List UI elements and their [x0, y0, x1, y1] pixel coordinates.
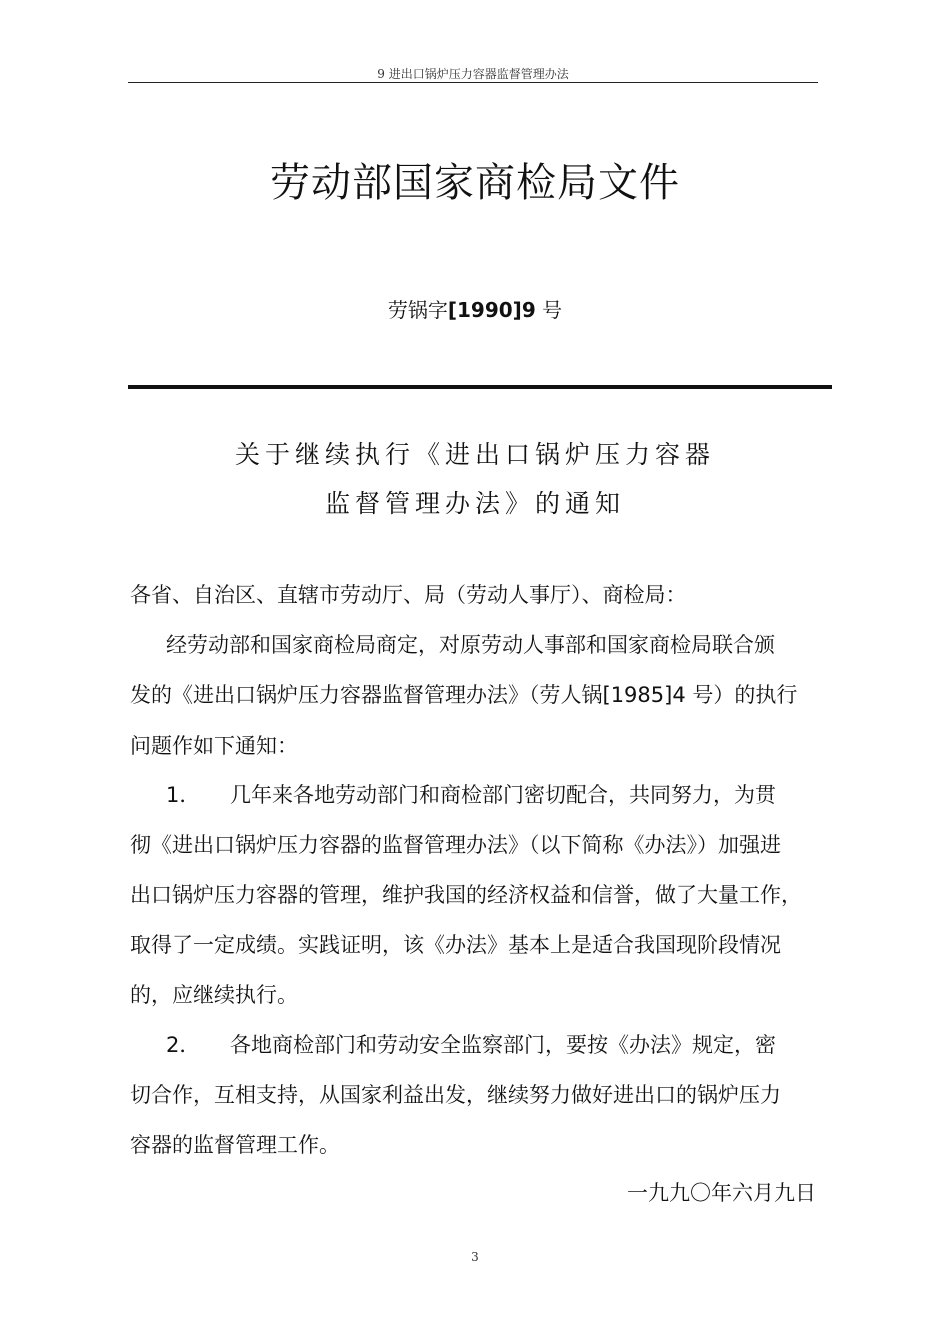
item-2-line: 容器的监督管理工作。 [130, 1133, 340, 1157]
document-number [0, 296, 950, 324]
intro-line: 发的《进出口锅炉压力容器监督管理办法》（劳人锅[1985]4 号）的执行 [130, 683, 798, 707]
thick-divider [128, 385, 832, 389]
intro-line: 问题作如下通知： [130, 734, 298, 758]
item-1-line: 的，应继续执行。 [130, 983, 298, 1007]
item-1-line: 几年来各地劳动部门和商检部门密切配合，共同努力，为贯 [230, 783, 776, 807]
running-header: 9 进出口锅炉压力容器监督管理办法 [377, 67, 569, 81]
item-2-line: 切合作，互相支持，从国家利益出发，继续努力做好进出口的锅炉压力 [130, 1083, 781, 1107]
document-number-year: [1990]9 [447, 298, 536, 322]
item-2-first-line [130, 1030, 822, 1060]
header-rule [128, 82, 818, 83]
notice-title-line-1: 关于继续执行《进出口锅炉压力容器 [234, 440, 715, 469]
item-1-line: 取得了一定成绩。实践证明，该《办法》基本上是适合我国现阶段情况 [130, 933, 781, 957]
item-1-line: 出口锅炉压力容器的管理，维护我国的经济权益和信誉，做了大量工作， [130, 883, 802, 907]
intro-line: 经劳动部和国家商检局商定，对原劳动人事部和国家商检局联合颁 [166, 633, 775, 657]
item-2-line: 各地商检部门和劳动安全监察部门，要按《办法》规定，密 [230, 1033, 776, 1057]
page-number: 3 [471, 1250, 479, 1264]
document-number-prefix: 劳锅字 [387, 298, 448, 322]
signature-date: 一九九〇年六月九日 [627, 1181, 816, 1205]
item-1-line: 彻《进出口锅炉压力容器的监督管理办法》（以下简称《办法》）加强进 [130, 833, 781, 857]
document-number-suffix: 号 [535, 298, 563, 322]
addressee: 各省、自治区、直辖市劳动厅、局（劳动人事厅）、商检局： [130, 583, 687, 607]
notice-title-line-2: 监督管理办法》的通知 [324, 489, 625, 518]
item-2-number: 2． [166, 1033, 201, 1057]
item-1-number: 1． [166, 783, 201, 807]
item-1-first-line [130, 780, 822, 810]
issuer-title: 劳动部国家商检局文件 [270, 160, 680, 206]
